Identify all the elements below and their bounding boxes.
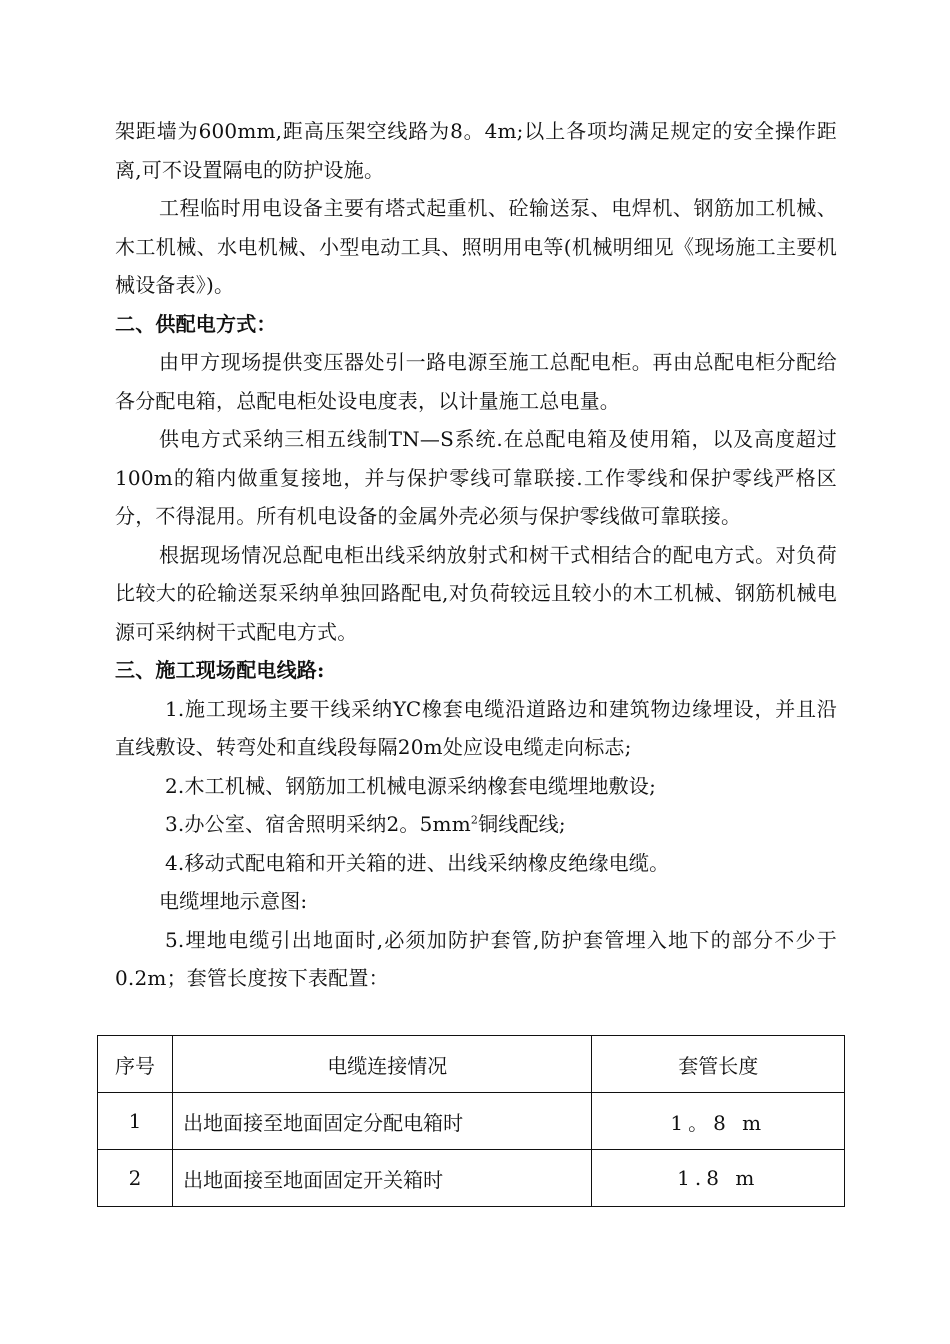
header-length: 套管长度 [592,1036,845,1093]
paragraph-diagram-caption: 电缆埋地示意图: [159,889,308,913]
cell-index: 2 [98,1150,173,1207]
header-index: 序号 [98,1036,173,1093]
header-connection: 电缆连接情况 [173,1036,592,1093]
cell-length: 1.8 m [592,1150,845,1207]
paragraph-equipment: 工程临时用电设备主要有塔式起重机、砼输送泵、电焊机、钢筋加工机械、木工机械、水电机械、小型电动工具、照明用电等(机械明细见《现场施工主要机械设备表》)。 [115,196,837,297]
cell-length: 1。8 m [592,1093,845,1150]
table-row [98,1150,845,1207]
conduit-length-table [97,1035,845,1207]
paragraph-distance: 架距墙为600mm,距高压架空线路为8。4m;以上各项均满足规定的安全操作距离,可不设置隔电的防护设施。 [115,119,837,182]
document-body [115,112,837,998]
paragraph-power-source: 由甲方现场提供变压器处引一路电源至施工总配电柜。再由总配电柜分配给各分配电箱，总配电柜处设电度表，以计量施工总电量。 [115,350,837,413]
paragraph-distribution-method: 根据现场情况总配电柜出线采纳放射式和树干式相结合的配电方式。对负荷比较大的砼输送泵采纳单独回路配电,对负荷较远且较小的木工机械、钢筋机械电源可采纳树干式配电方式。 [115,542,837,644]
table-header-row [98,1036,845,1093]
list-item-main-lines: 1.施工现场主要干线采纳YC橡套电缆沿道路边和建筑物边缘埋设，并且沿直线敷设、转弯处和直线段每隔20m处应设电缆走向标志; [115,696,837,759]
cell-index: 1 [98,1093,173,1150]
list-item-machine-power: 2.木工机械、钢筋加工机械电源采纳橡套电缆埋地敷设; [165,773,657,798]
heading-power-supply: 二、供配电方式： [115,311,277,336]
cell-connection: 出地面接至地面固定分配电箱时 [173,1093,592,1150]
list-item-conduit: 5.埋地电缆引出地面时,必须加防护套管,防护套管埋入地下的部分不少于0.2m；套管长度按下表配置： [115,927,837,990]
heading-site-wiring: 三、施工现场配电线路: [115,658,325,682]
paragraph-tns-system: 供电方式采纳三相五线制TN—S系统.在总配电箱及使用箱，以及高度超过100m的箱内做重复接地，并与保护零线可靠联接.工作零线和保护零线严格区分，不得混用。所有机电设备的金属外壳必须与保护零线做可靠联接。 [115,427,837,528]
list-item-lighting [115,805,837,844]
list-item-mobile-boxes: 4.移动式配电箱和开关箱的进、出线采纳橡皮绝缘电缆。 [165,850,670,875]
superscript: 2 [470,813,479,827]
table-row [98,1093,845,1150]
lighting-text: 3.办公室、宿舍照明采纳2。5mm [165,812,471,836]
lighting-text-end: 铜线配线; [478,812,566,836]
cell-connection: 出地面接至地面固定开关箱时 [173,1150,592,1207]
